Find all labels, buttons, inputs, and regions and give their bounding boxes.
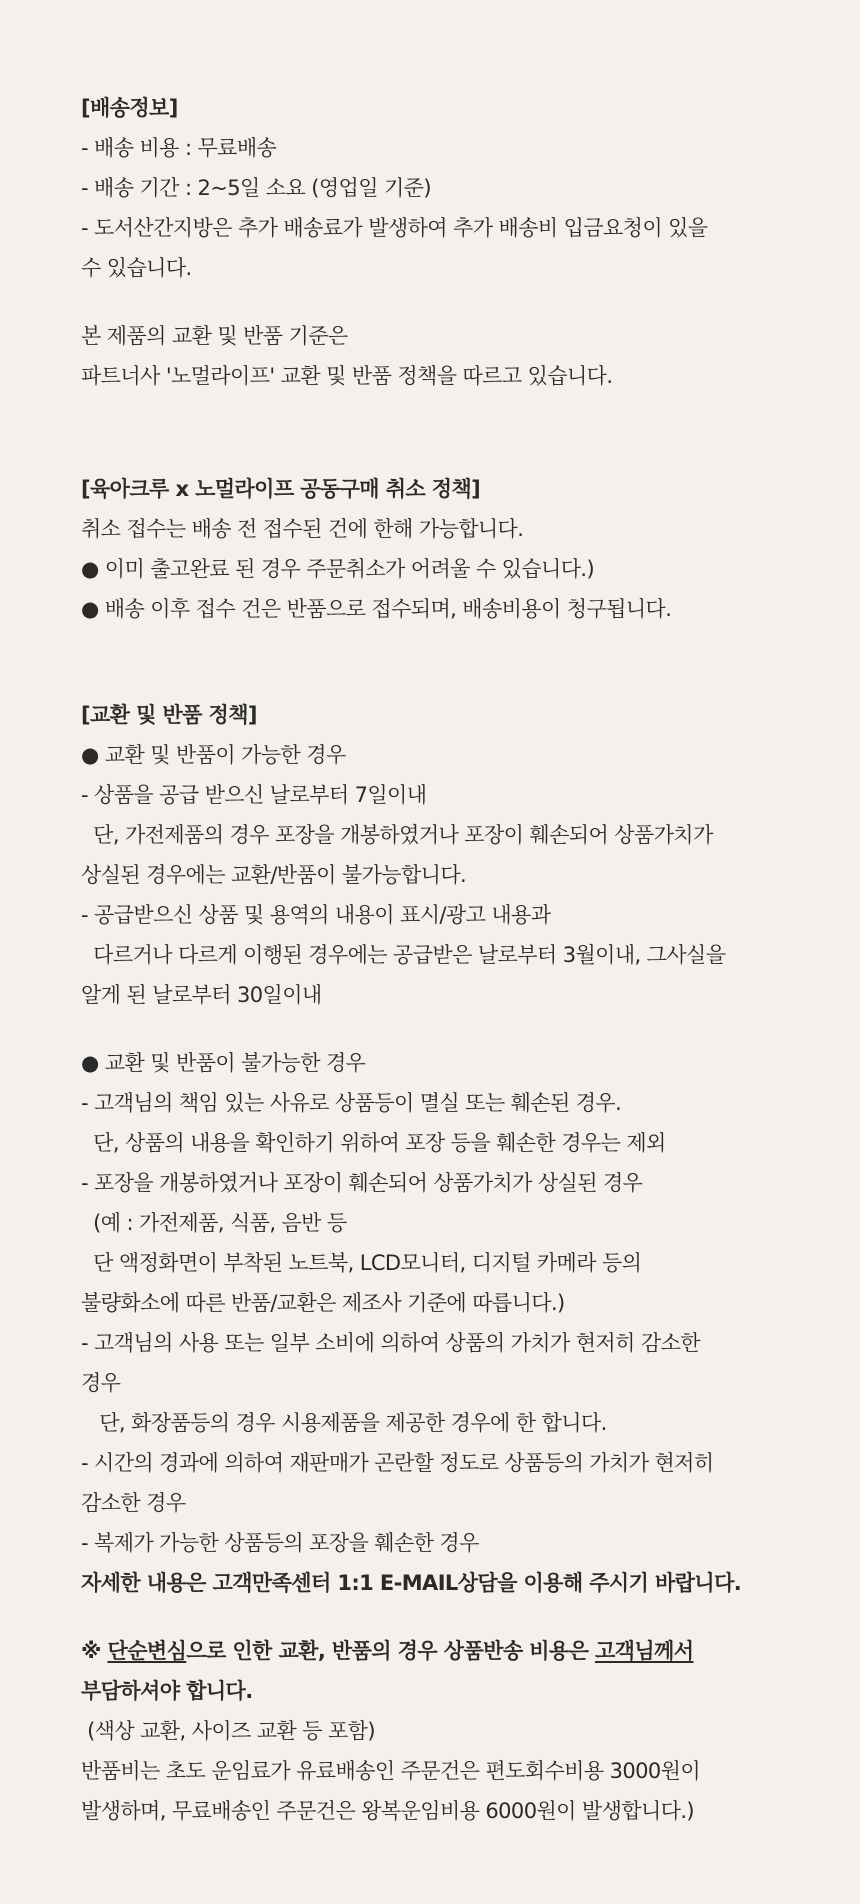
exchange-impossible-line: - 복제가 가능한 상품등의 포장을 훼손한 경우 bbox=[81, 1531, 479, 1555]
exchange-possible-title: ● 교환 및 반품이 가능한 경우 bbox=[81, 743, 346, 767]
simple-change-underlined: 단순변심 bbox=[107, 1639, 187, 1663]
cancel-intro: 취소 접수는 배송 전 접수된 건에 한해 가능합니다. bbox=[81, 517, 524, 541]
exchange-impossible-line: (예 : 가전제품, 식품, 음반 등 bbox=[81, 1211, 347, 1235]
return-fee-mid: 으로 인한 교환, 반품의 경우 상품반송 비용은 bbox=[186, 1639, 595, 1663]
return-fee-note: (색상 교환, 사이즈 교환 등 포함) bbox=[81, 1719, 375, 1743]
policy-note-line2: 파트너사 '노멀라이프' 교환 및 반품 정책을 따르고 있습니다. bbox=[81, 364, 613, 388]
exchange-possible-line: - 상품을 공급 받으신 날로부터 7일이내 bbox=[81, 783, 427, 807]
cancel-bullet-2: ● 배송 이후 접수 건은 반품으로 접수되며, 배송비용이 청구됩니다. bbox=[81, 597, 672, 621]
exchange-heading: [교환 및 반품 정책] bbox=[81, 703, 257, 727]
exchange-impossible-line: 단, 화장품등의 경우 시용제품을 제공한 경우에 한 합니다. bbox=[81, 1411, 607, 1435]
exchange-impossible-line: 경우 bbox=[81, 1371, 121, 1395]
exchange-possible-line: 단, 가전제품의 경우 포장을 개봉하였거나 포장이 훼손되어 상품가치가 bbox=[81, 823, 713, 847]
exchange-impossible-line: - 시간의 경과에 의하여 재판매가 곤란할 정도로 상품등의 가치가 현저히 bbox=[81, 1451, 714, 1475]
return-fee-detail-1: 반품비는 초도 운임료가 유료배송인 주문건은 편도회수비용 3000원이 bbox=[81, 1759, 701, 1783]
exchange-impossible-line: 단 액정화면이 부착된 노트북, LCD모니터, 디지털 카메라 등의 bbox=[81, 1251, 642, 1275]
return-fee-notice bbox=[81, 1631, 693, 1671]
exchange-possible-line: 다르거나 다르게 이행된 경우에는 공급받은 날로부터 3월이내, 그사실을 bbox=[81, 943, 726, 967]
cancel-heading: [육아크루 x 노멀라이프 공동구매 취소 정책] bbox=[81, 477, 481, 501]
notice-mark: ※ bbox=[81, 1639, 108, 1663]
return-fee-line2: 부담하셔야 합니다. bbox=[81, 1679, 253, 1703]
exchange-contact-notice: 자세한 내용은 고객만족센터 1:1 E-MAIL상담을 이용해 주시기 바랍니다. bbox=[81, 1571, 742, 1595]
exchange-impossible-title: ● 교환 및 반품이 불가능한 경우 bbox=[81, 1051, 366, 1075]
exchange-impossible-line: - 고객님의 책임 있는 사유로 상품등이 멸실 또는 훼손된 경우. bbox=[81, 1091, 622, 1115]
delivery-remote-line1: - 도서산간지방은 추가 배송료가 발생하여 추가 배송비 입금요청이 있을 bbox=[81, 216, 708, 240]
delivery-period: - 배송 기간 : 2~5일 소요 (영업일 기준) bbox=[81, 176, 431, 200]
exchange-impossible-line: - 포장을 개봉하였거나 포장이 훼손되어 상품가치가 상실된 경우 bbox=[81, 1171, 643, 1195]
cancel-bullet-1: ● 이미 출고완료 된 경우 주문취소가 어려울 수 있습니다.) bbox=[81, 557, 595, 581]
delivery-remote-line2: 수 있습니다. bbox=[81, 256, 192, 280]
delivery-heading: [배송정보] bbox=[81, 96, 178, 120]
delivery-cost: - 배송 비용 : 무료배송 bbox=[81, 136, 277, 160]
exchange-impossible-line: 불량화소에 따른 반품/교환은 제조사 기준에 따릅니다.) bbox=[81, 1291, 565, 1315]
customer-underlined: 고객님께서 bbox=[594, 1639, 694, 1663]
return-fee-detail-2: 발생하며, 무료배송인 주문건은 왕복운임비용 6000원이 발생합니다.) bbox=[81, 1799, 694, 1823]
exchange-possible-line: - 공급받으신 상품 및 용역의 내용이 표시/광고 내용과 bbox=[81, 903, 551, 927]
policy-note-line1: 본 제품의 교환 및 반품 기준은 bbox=[81, 324, 348, 348]
exchange-impossible-line: - 고객님의 사용 또는 일부 소비에 의하여 상품의 가치가 현저히 감소한 bbox=[81, 1331, 700, 1355]
exchange-impossible-line: 단, 상품의 내용을 확인하기 위하여 포장 등을 훼손한 경우는 제외 bbox=[81, 1131, 666, 1155]
exchange-possible-line: 상실된 경우에는 교환/반품이 불가능합니다. bbox=[81, 863, 467, 887]
exchange-possible-line: 알게 된 날로부터 30일이내 bbox=[81, 983, 322, 1007]
exchange-impossible-line: 감소한 경우 bbox=[81, 1491, 186, 1515]
